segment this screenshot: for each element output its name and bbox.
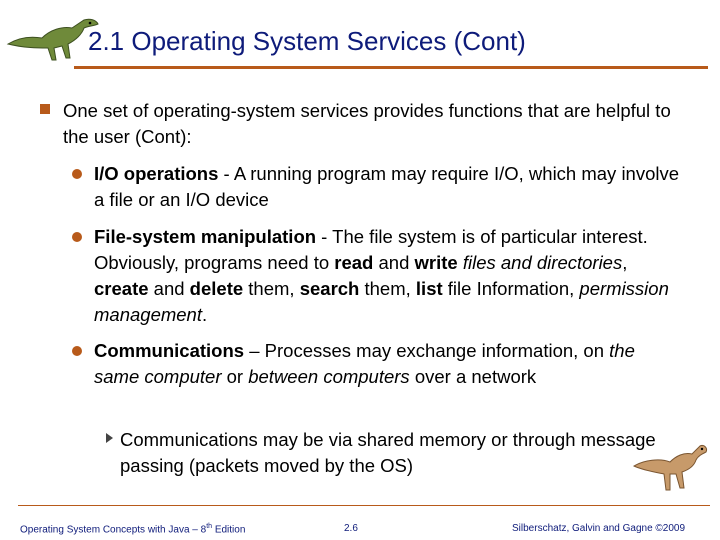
bullet-text-segment: The file system is of particular interest. Obviously, programs need to — [94, 226, 648, 273]
bullet-text: A running program may require I/O, which may involve a file or an I/O device — [94, 163, 680, 210]
bullet-text-segment: delete — [189, 278, 244, 299]
bullet-communications — [94, 338, 684, 390]
sub-bullet-communications: Communications may be via shared memory or through message passing (packets moved by the OS) — [120, 429, 656, 476]
square-bullet-icon — [40, 104, 50, 114]
bullet-text-segment: list — [415, 278, 443, 299]
dinosaur-figure-icon — [630, 442, 708, 494]
main-point: One set of operating-system services provides functions that are helpful to the user (Cont): — [63, 100, 671, 147]
bullet-heading: I/O operations — [94, 163, 219, 184]
circle-bullet-icon — [72, 169, 82, 179]
bullet-file-system — [94, 224, 684, 328]
bullet-text-segment: permission management — [94, 278, 669, 325]
bullet-text-segment: file Information, — [442, 278, 580, 299]
bullet-text-segment: and — [148, 278, 190, 299]
footer-book-title: Operating System Concepts with Java – 8th Edition — [20, 523, 246, 536]
bullet-separator: - — [218, 163, 234, 184]
footer-rule — [18, 505, 710, 506]
bullet-heading: File-system manipulation — [94, 226, 317, 247]
footer-copyright: Silberschatz, Galvin and Gagne ©2009 — [512, 523, 686, 534]
bullet-text-segment: between computers — [248, 366, 410, 387]
title-underline — [74, 66, 708, 69]
bullet-text-segment: files and directories — [462, 252, 623, 273]
bullet-text-segment: the same computer — [94, 340, 635, 387]
bullet-text-segment: over a network — [409, 366, 537, 387]
bullet-io-operations — [94, 161, 684, 213]
bullet-text-segment: read — [334, 252, 374, 273]
circle-bullet-icon — [72, 232, 82, 242]
bullet-text-segment: Processes may exchange information, on — [264, 340, 610, 361]
bullet-text-segment: and — [373, 252, 415, 273]
triangle-bullet-icon — [106, 433, 113, 443]
bullet-text-segment: them, — [359, 278, 416, 299]
bullet-text-segment: them, — [243, 278, 300, 299]
bullet-separator: - — [316, 226, 333, 247]
bullet-heading: Communications — [94, 340, 245, 361]
bullet-text-segment: , — [622, 252, 628, 273]
footer-page-number: 2.6 — [344, 523, 358, 534]
bullet-text-segment: or — [221, 366, 249, 387]
bullet-text-segment: search — [299, 278, 360, 299]
bullet-text-segment: write — [414, 252, 458, 273]
bullet-separator: – — [244, 340, 265, 361]
slide-title: 2.1 Operating System Services (Cont) — [88, 26, 526, 56]
bullet-text-segment: . — [201, 304, 208, 325]
bullet-text-segment: create — [94, 278, 149, 299]
circle-bullet-icon — [72, 346, 82, 356]
